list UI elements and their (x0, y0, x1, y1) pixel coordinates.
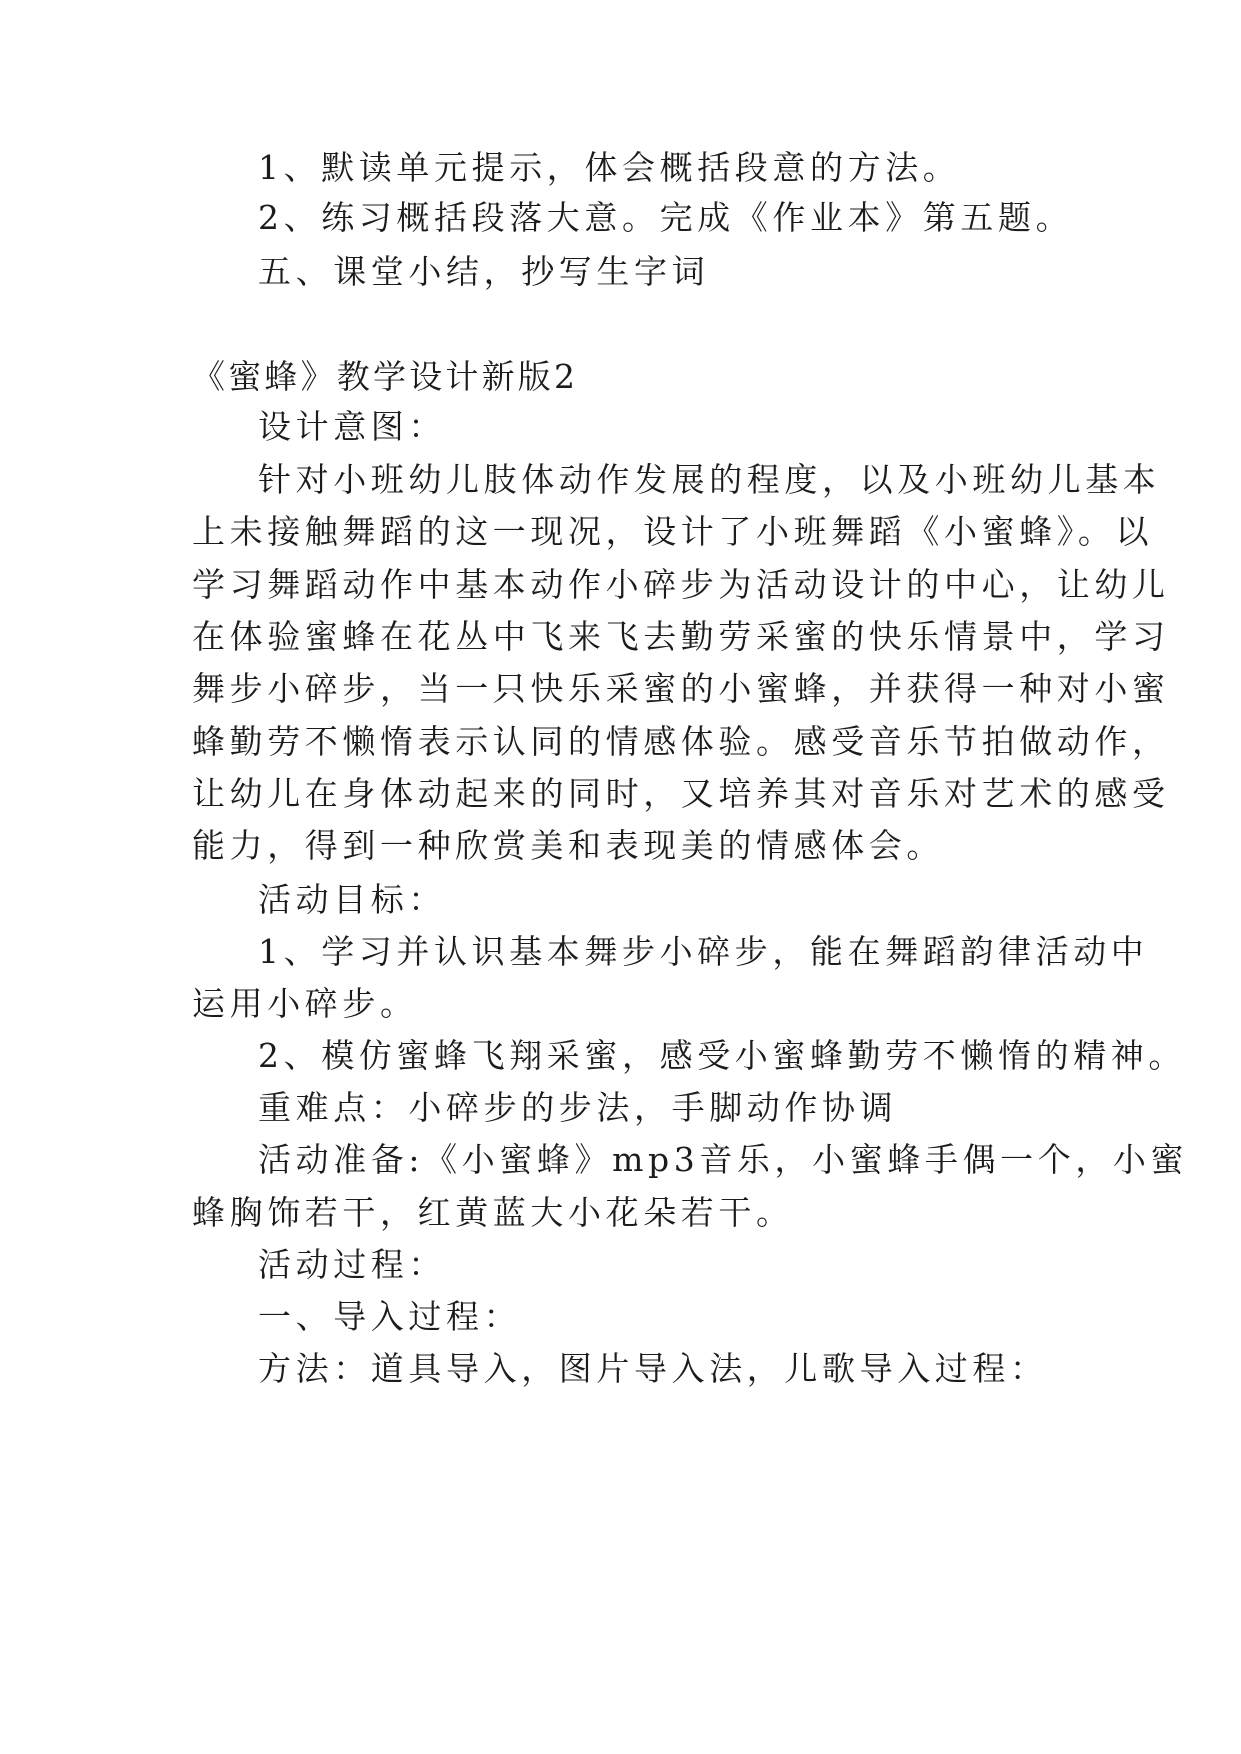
paragraph-line: 舞步小碎步，当一只快乐采蜜的小蜜蜂，并获得一种对小蜜 (192, 669, 1170, 708)
paragraph-line: 蜂勤劳不懒惰表示认同的情感体验。感受音乐节拍做动作， (192, 722, 1170, 761)
paragraph-line: 学习舞蹈动作中基本动作小碎步为活动设计的中心，让幼儿 (192, 565, 1170, 604)
key-points: 重难点：小碎步的步法，手脚动作协调 (258, 1088, 898, 1127)
step-1-heading: 一、导入过程： (258, 1297, 522, 1336)
goal-2: 2、模仿蜜蜂飞翔采蜜，感受小蜜蜂勤劳不懒惰的精神。 (258, 1036, 1186, 1075)
goals-heading: 活动目标： (258, 880, 446, 919)
process-heading: 活动过程： (258, 1245, 446, 1284)
paragraph-line: 能力，得到一种欣赏美和表现美的情感体会。 (192, 826, 944, 865)
paragraph-line: 针对小班幼儿肢体动作发展的程度，以及小班幼儿基本 (258, 460, 1161, 499)
paragraph-line: 在体验蜜蜂在花丛中飞来飞去勤劳采蜜的快乐情景中，学习 (192, 617, 1170, 656)
goal-1-line: 运用小碎步。 (192, 984, 418, 1023)
section-title: 《蜜蜂》教学设计新版2 (192, 357, 579, 396)
section-summary-item: 五、课堂小结，抄写生字词 (258, 252, 710, 291)
paragraph-line: 上未接触舞蹈的这一现况，设计了小班舞蹈《小蜜蜂》。以 (192, 512, 1154, 551)
instruction-item-2: 2、练习概括段落大意。完成《作业本》第五题。 (258, 198, 1074, 237)
goal-1-line: 1、学习并认识基本舞步小碎步，能在舞蹈韵律活动中 (258, 932, 1149, 971)
instruction-item-1: 1、默读单元提示，体会概括段意的方法。 (258, 148, 961, 187)
method-line: 方法：道具导入，图片导入法，儿歌导入过程： (258, 1349, 1048, 1388)
design-intent-heading: 设计意图： (258, 407, 446, 446)
preparation-line: 蜂胸饰若干，红黄蓝大小花朵若干。 (192, 1193, 794, 1232)
preparation-line: 活动准备:《小蜜蜂》mp3音乐，小蜜蜂手偶一个，小蜜 (258, 1140, 1189, 1179)
paragraph-line: 让幼儿在身体动起来的同时，又培养其对音乐对艺术的感受 (192, 774, 1170, 813)
